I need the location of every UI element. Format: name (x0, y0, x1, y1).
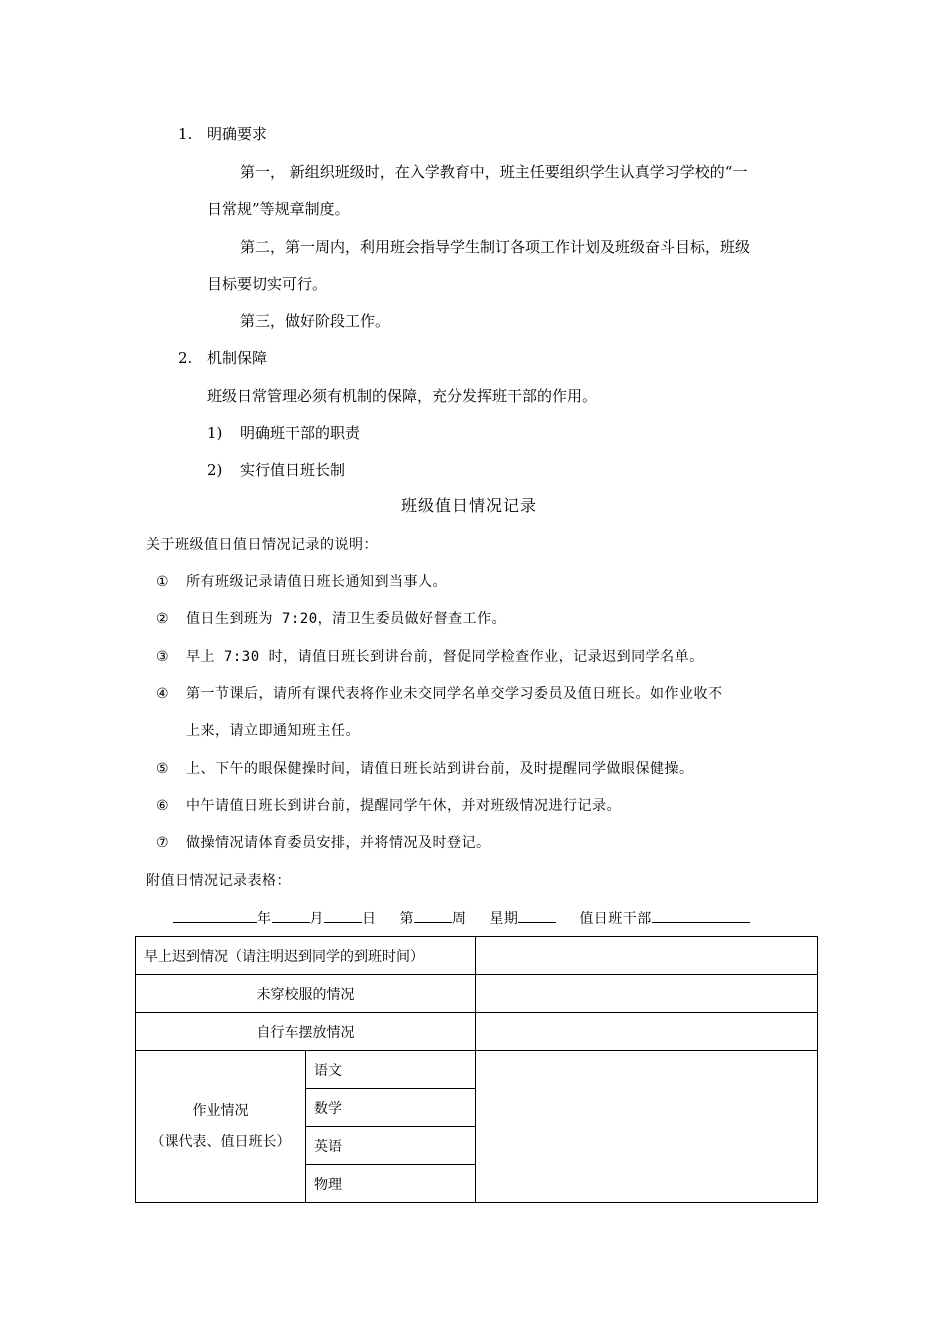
week-blank[interactable] (414, 908, 452, 923)
note-mark: ① (156, 574, 170, 590)
note-text: 做操情况请体育委员安排，并将情况及时登记。 (186, 835, 491, 851)
note-mark: ③ (156, 649, 170, 665)
subject-cell: 物理 (306, 1165, 476, 1203)
note-text: 早上 7:30 时，请值日班长到讲台前，督促同学检查作业，记录迟到同学名单。 (186, 649, 704, 665)
note-text: 上、下午的眼保健操时间，请值日班长站到讲台前，及时提醒同学做眼保健操。 (186, 761, 694, 777)
record-title: 班级值日情况记录 (401, 496, 538, 515)
week-label: 周 (451, 911, 467, 927)
table-row (136, 1051, 818, 1089)
week-prefix-label: 第 (399, 911, 414, 927)
year-label: 年 (257, 911, 272, 927)
weekday-blank[interactable] (518, 908, 556, 923)
note-mark: ⑦ (156, 835, 170, 851)
late-input-cell[interactable] (476, 937, 818, 975)
weekday-label: 星期 (489, 911, 519, 927)
note-text-continued: 上来，请立即通知班主任。 (186, 723, 360, 739)
section2-intro: 班级日常管理必须有机制的保障，充分发挥班干部的作用。 (207, 387, 598, 405)
note-mark: ⑤ (156, 761, 170, 777)
section2-heading-number: 2. (178, 349, 193, 367)
date-line (173, 908, 750, 929)
day-label: 日 (362, 911, 377, 927)
note-mark: ⑥ (156, 798, 170, 814)
record-intro: 关于班级值日值日情况记录的说明： (146, 537, 378, 553)
section1-paragraph1-line2: 日常规”等规章制度。 (207, 200, 350, 218)
table-row (136, 975, 818, 1013)
section2-item-text: 明确班干部的职责 (240, 424, 361, 442)
homework-label-line1: 作业情况 (192, 1102, 249, 1119)
duty-leader-blank[interactable] (652, 908, 750, 923)
day-blank[interactable] (324, 908, 362, 923)
note-mark: ② (156, 611, 170, 627)
bike-input-cell[interactable] (476, 1013, 818, 1051)
section1-paragraph1-line1: 第一， 新组织班级时，在入学教育中，班主任要组织学生认真学习学校的“一 (240, 163, 748, 181)
section1-paragraph3: 第三，做好阶段工作。 (240, 312, 391, 330)
section2-item-number: 2) (207, 461, 223, 479)
section1-paragraph2-line1: 第二，第一周内，利用班会指导学生制订各项工作计划及班级奋斗目标，班级 (240, 238, 751, 256)
uniform-label-cell: 未穿校服的情况 (136, 975, 476, 1013)
note-mark: ④ (156, 686, 170, 702)
homework-label-line2: （课代表、值日班长） (150, 1133, 291, 1150)
note-text: 所有班级记录请值日班长通知到当事人。 (186, 574, 447, 590)
homework-input-cell[interactable] (476, 1051, 818, 1203)
late-label-cell: 早上迟到情况（请注明迟到同学的到班时间） (136, 937, 476, 975)
section1-paragraph2-line2: 目标要切实可行。 (207, 275, 328, 293)
section2-heading: 机制保障 (207, 349, 268, 367)
subject-cell: 英语 (306, 1127, 476, 1165)
homework-label-cell (136, 1051, 306, 1203)
appendix-label: 附值日情况记录表格： (146, 873, 291, 889)
note-text: 第一节课后，请所有课代表将作业未交同学名单交学习委员及值日班长。如作业收不 (186, 686, 723, 702)
year-blank[interactable] (173, 908, 257, 923)
section2-item-number: 1) (207, 424, 223, 442)
duty-leader-label: 值日班干部 (579, 911, 652, 927)
section1-heading-number: 1. (178, 125, 193, 143)
uniform-input-cell[interactable] (476, 975, 818, 1013)
table-row (136, 1013, 818, 1051)
bike-label-cell: 自行车摆放情况 (136, 1013, 476, 1051)
table-row (136, 937, 818, 975)
month-blank[interactable] (272, 908, 310, 923)
duty-record-table (135, 936, 818, 1203)
subject-cell: 数学 (306, 1089, 476, 1127)
note-text: 中午请值日班长到讲台前，提醒同学午休，并对班级情况进行记录。 (186, 798, 621, 814)
month-label: 月 (309, 911, 324, 927)
subject-cell: 语文 (306, 1051, 476, 1089)
section1-heading: 明确要求 (207, 125, 268, 143)
note-text: 值日生到班为 7:20，清卫生委员做好督查工作。 (186, 611, 507, 627)
section2-item-text: 实行值日班长制 (240, 461, 346, 479)
